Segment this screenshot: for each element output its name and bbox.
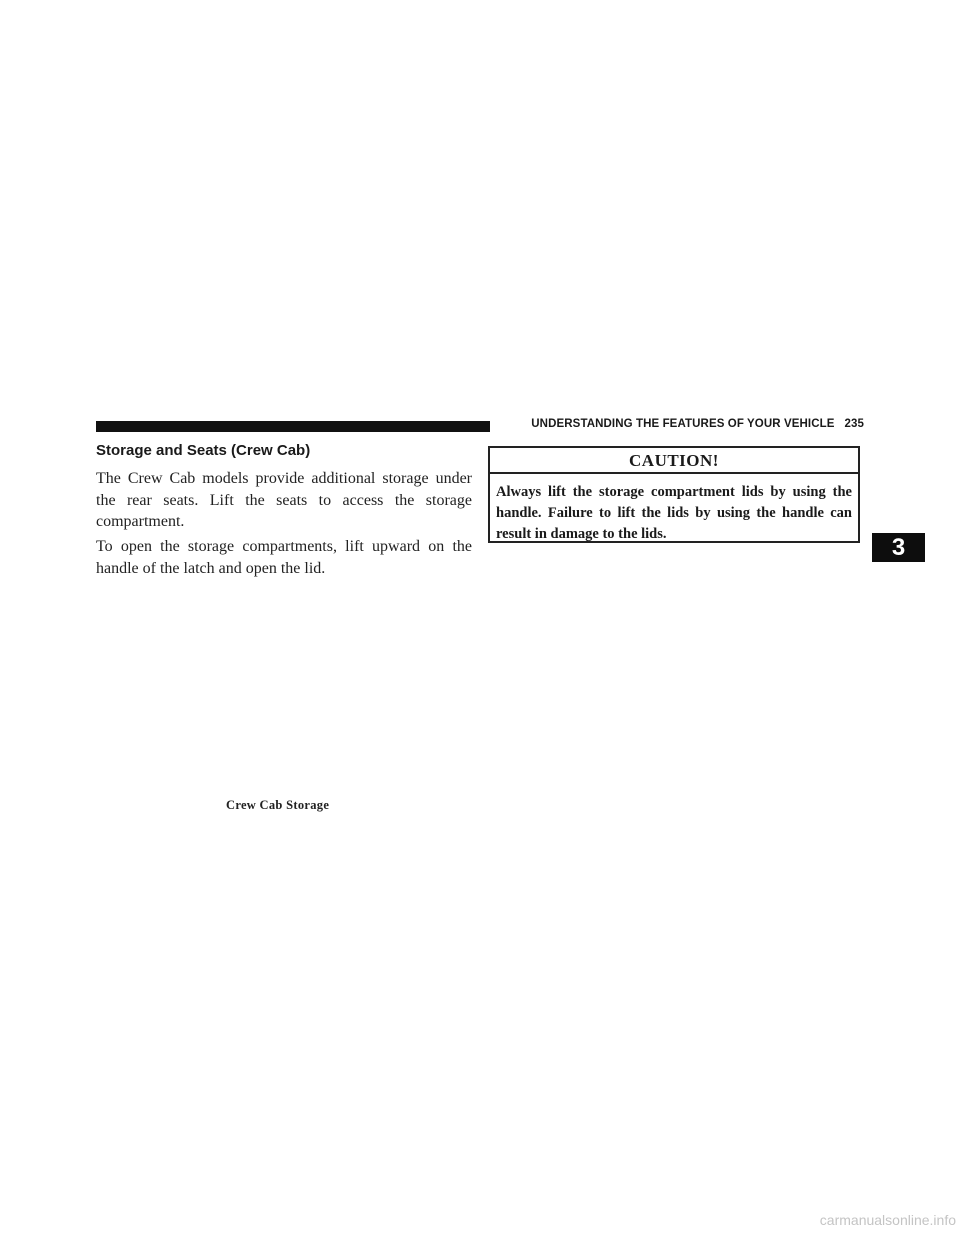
page-number: 235	[844, 418, 864, 430]
figure-image-area	[96, 566, 472, 790]
body-paragraph-1: The Crew Cab models provide additional storage under the rear seats. Lift the seats to access the storage compartment.	[96, 470, 472, 530]
caution-box	[488, 446, 860, 543]
body-paragraph-2: To open the storage compartments, lift upward on the handle of the latch and open the lid.	[96, 538, 472, 577]
section-heading: Storage and Seats (Crew Cab)	[96, 442, 311, 459]
figure-caption: Crew Cab Storage	[226, 798, 330, 812]
running-header	[500, 418, 864, 430]
watermark: carmanualsonline.info	[819, 1212, 956, 1228]
caution-title: CAUTION!	[490, 448, 858, 474]
header-rule-bar	[96, 421, 490, 432]
running-header-title: UNDERSTANDING THE FEATURES OF YOUR VEHICLE	[531, 418, 835, 430]
caution-text: Always lift the storage compartment lids by using the handle. Failure to lift the lids by using the handle can result in damage to the lids.	[496, 484, 852, 542]
chapter-tab: 3	[872, 533, 925, 562]
